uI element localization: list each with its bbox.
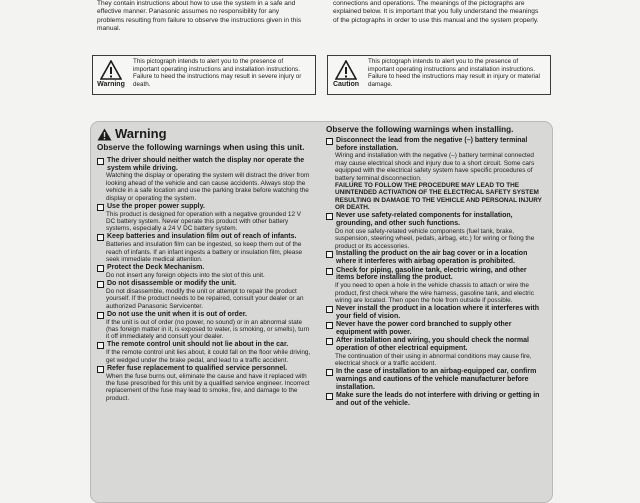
warning-item (97, 157, 311, 202)
checkbox-bullet-icon (97, 158, 104, 165)
warning-heading (97, 126, 311, 142)
warning-item (97, 264, 311, 279)
warning-item-body: This product is designed for operation with a negative grounded 12 V DC battery system. Never operate this product with other battery systems, especially a 24 V DC battery system. (106, 210, 302, 233)
intro-text-left: They contain instructions about how to use the system in a safe and effective manner. Panasonic assumes no responsibility for any problems resulting from failure to observe the instructions given in this manual. (97, 0, 302, 33)
checkbox-bullet-icon (326, 369, 333, 376)
warning-item-title-text: Disconnect the lead from the negative (–) battery terminal before installation. (336, 136, 528, 152)
warning-item-title (97, 233, 311, 241)
warning-item-body: If you need to open a hole in the vehicle chassis to attach or wire the product, first check where the wire harness, gasoline tank, and electric wiring are located. Then open the hole from outside if possible. (335, 282, 534, 304)
checkbox-bullet-icon (326, 213, 333, 220)
warning-column-using (97, 126, 311, 403)
checkbox-bullet-icon (97, 204, 104, 211)
warning-item-title-text: Keep batteries and insulation film out of reach of infants. (107, 233, 297, 241)
checkbox-bullet-icon (97, 312, 104, 319)
warning-item-title (97, 203, 311, 211)
caution-symbol (328, 56, 364, 94)
checkbox-bullet-icon (326, 268, 333, 275)
warning-item-title-text: Installing the product on the air bag cover or in a location where it interferes with airbag operation is prohibited. (336, 250, 528, 266)
warning-item (326, 337, 546, 367)
warning-notice-text: This pictograph intends to alert you to the presence of important operating instructions and installation instructions. Failure to heed the instructions may result in severe injury or death. (133, 58, 302, 88)
warning-item-title (97, 280, 311, 288)
warning-item-body: If the unit is out of order (no power, no sound) or in an abnormal state (has foreign matter in it, is exposed to water, is smoking, or smells), turn it off immediately and consult your dealer. (106, 318, 310, 341)
intro-text-right: connections and operations. The meanings of the pictographs are explained below. It is important that you fully understand the meanings of the pictographs in order to use this manual and the system properly. (333, 0, 539, 24)
checkbox-bullet-icon (97, 342, 104, 349)
warning-item (326, 392, 546, 408)
warning-pictograph-notice (92, 55, 316, 95)
checkbox-bullet-icon (326, 251, 333, 258)
warning-item-title-text: After installation and wiring, you should check the normal operation of other electrical equipment. (336, 337, 529, 352)
warning-item (326, 368, 546, 391)
warning-item-title (326, 368, 546, 391)
warning-item-title (97, 157, 311, 173)
warning-item-body: The continuation of their using in abnormal conditions may cause fire, electrical shock or a traffic accident. (335, 352, 532, 368)
warning-item-title (326, 321, 546, 337)
using-section-title: Observe the following warnings when using this unit. (97, 143, 305, 152)
warning-item (97, 341, 311, 364)
warning-item-body: Watching the display or operating the system will distract the driver from looking ahead of the vehicle and can cause accidents. Always stop the vehicle in a safe location and use the parking brake before watching the display or operating the system. (106, 172, 310, 202)
checkbox-bullet-icon (97, 366, 104, 373)
warning-item-title (326, 305, 546, 321)
checkbox-bullet-icon (326, 393, 333, 400)
warning-item-title-text: Use the proper power supply. (107, 202, 205, 210)
warning-item-title-text: Refer fuse replacement to qualified service personnel. (107, 364, 288, 372)
warning-item-title (326, 212, 546, 228)
warning-item-body: Do not disassemble, modify the unit or attempt to repair the product yourself. If the product needs to be repaired, consult your dealer or an authorized Panasonic Servicenter. (106, 287, 304, 310)
caution-symbol-label: Caution (332, 81, 360, 88)
warning-item-title (97, 311, 311, 319)
warning-item (97, 233, 311, 263)
warning-item-title-text: Do not disassemble or modify the unit. (107, 279, 237, 287)
warning-item (326, 212, 546, 250)
warning-item-note (326, 182, 546, 212)
warning-item-title (326, 337, 546, 353)
warning-item-title-text: Do not use the unit when it is out of order. (107, 310, 247, 318)
warning-item-note-text: FAILURE TO FOLLOW THE PROCEDURE MAY LEAD TO THE UNINTENDED ACTIVATION OF THE ELECTRICAL SAFETY SYSTEM RESULTING IN DAMAGE TO THE VEHICLE AND PERSONAL INJURY OR DEATH. (335, 182, 542, 212)
warning-symbol-label: Warning (97, 81, 125, 88)
warning-item-body: Wiring and installation with the negative (–) battery terminal connected may cause electrical shock and injury due to a short circuit. Some cars equipped with the electrical safety system have specific procedures of battery terminal disconnection. (335, 152, 535, 182)
using-warnings-list (97, 157, 311, 402)
warning-item (326, 137, 546, 212)
warning-item-body: When the fuse burns out, eliminate the cause and have it replaced with the fuse prescribed for this unit by a qualified service engineer. Incorrect replacement of the fuse may lead to smoke, fire, and damage to the product. (106, 372, 310, 402)
warning-item (97, 365, 311, 403)
checkbox-bullet-icon (97, 234, 104, 241)
warning-triangle-icon (100, 60, 122, 80)
checkbox-bullet-icon (97, 265, 104, 272)
warning-item-title (97, 341, 311, 349)
warning-item-title (326, 250, 546, 266)
warning-item-title-text: Check for piping, gasoline tank, electric wiring, and other items before installing the product. (336, 266, 527, 282)
warning-item (97, 280, 311, 310)
warning-heading-label: Warning (115, 126, 167, 141)
warning-item-title-text: Never install the product in a location where it interferes with your field of vision. (336, 304, 540, 320)
checkbox-bullet-icon (326, 306, 333, 313)
checkbox-bullet-icon (97, 281, 104, 288)
warning-item-title-text: The driver should neither watch the display nor operate the system while driving. (107, 156, 305, 172)
caution-pictograph-notice (327, 55, 551, 95)
warning-item-title-text: Make sure the leads do not interfere with driving or getting in and out of the vehicle. (336, 391, 540, 407)
warning-item-title-text: Never have the power cord branched to supply other equipment with power. (336, 320, 512, 336)
warning-item (326, 267, 546, 305)
caution-triangle-icon (335, 60, 357, 80)
warning-item-body: If the remote control unit lies about, it could fall on the floor while driving, get wedged under the brake pedal, and lead to a traffic accident. (106, 349, 311, 364)
installing-warnings-list (326, 137, 546, 408)
warning-item (326, 305, 546, 321)
warning-item-body: Batteries and insulation film can be ingested, so keep them out of the reach of infants. If an infant ingests a battery or insulation film, please seek immediate medical attention. (106, 241, 303, 264)
installing-section-title: Observe the following warnings when installing. (326, 125, 514, 134)
warning-item-title (97, 264, 311, 272)
warning-symbol (93, 56, 129, 94)
warning-column-installing (326, 125, 546, 408)
warning-item (97, 203, 311, 233)
warning-item-title (326, 267, 546, 283)
warning-item-title-text: Protect the Deck Mechanism. (107, 263, 205, 271)
warning-heading-icon (97, 128, 112, 141)
checkbox-bullet-icon (326, 138, 333, 145)
warning-item-title-text: The remote control unit should not lie about in the car. (107, 341, 289, 349)
warning-item-title-text: Never use safety-related components for installation, grounding, and other such functions. (336, 212, 513, 227)
warning-item-title (97, 365, 311, 373)
warning-item (326, 321, 546, 337)
caution-notice-text: This pictograph intends to alert you to the presence of important operating instructions and installation instructions. Failure to heed the instructions may result in injury or material damage. (368, 58, 540, 88)
warning-item (97, 311, 311, 341)
warning-item-body: Do not use safety-related vehicle components (fuel tank, brake, suspension, steering wheel, pedals, airbag, etc.) for wiring or fixing the product or its accessories. (335, 227, 535, 250)
warning-item (326, 250, 546, 266)
warning-item-title-text: In the case of installation to an airbag-equipped car, confirm warnings and cautions of the vehicle manufacturer before installation. (336, 367, 537, 391)
warning-item-title (326, 137, 546, 153)
warning-item-body: Do not insert any foreign objects into the slot of this unit. (106, 271, 265, 279)
warning-item-title (326, 392, 546, 408)
checkbox-bullet-icon (326, 338, 333, 345)
checkbox-bullet-icon (326, 322, 333, 329)
